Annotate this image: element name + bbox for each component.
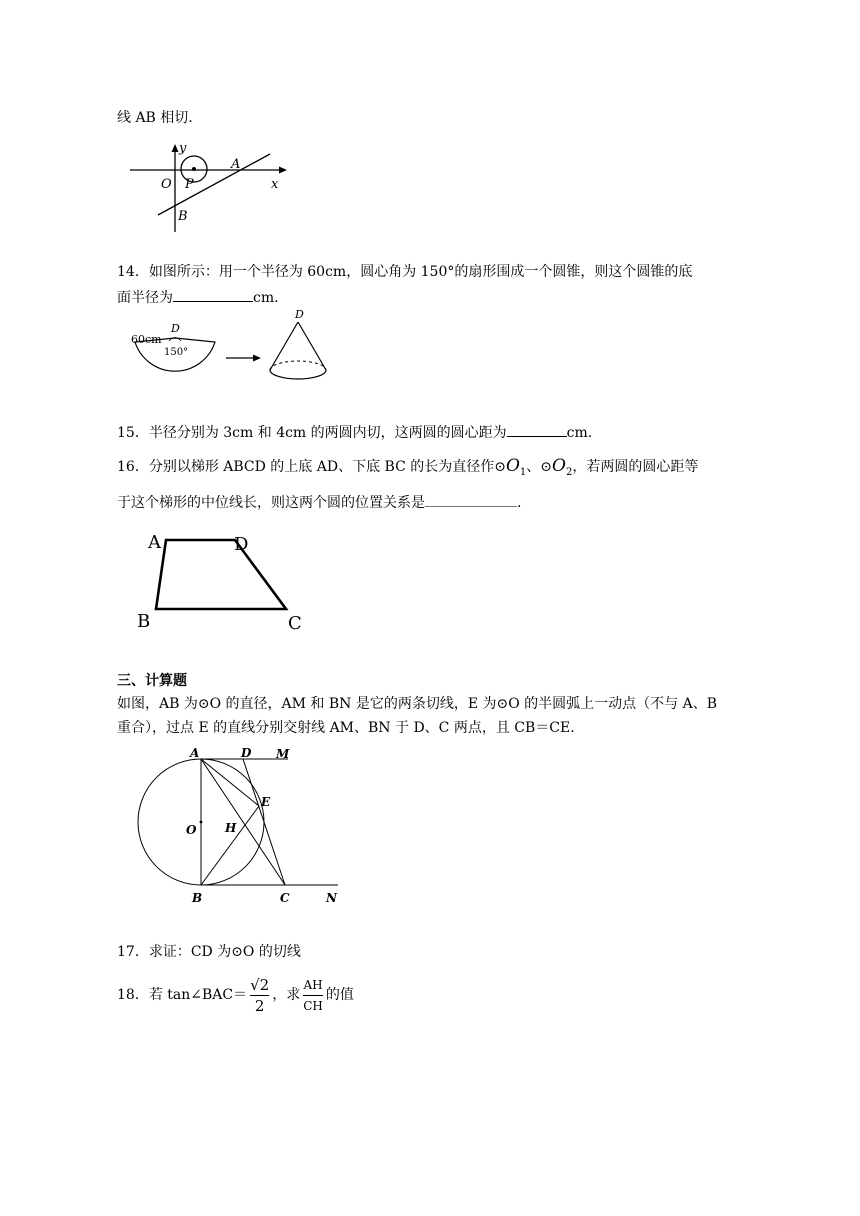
- q18-frac2-den: CH: [303, 998, 323, 1013]
- fig-label-n: N: [326, 891, 337, 905]
- label-b: B: [178, 209, 188, 224]
- trapezoid-shape: [156, 540, 286, 609]
- q16-sep: 、⊙: [526, 459, 553, 475]
- q18-frac1-den: 2: [254, 996, 265, 1015]
- q16-line2-post: .: [517, 495, 522, 511]
- q17-line: 17．求证：CD 为⊙O 的切线: [117, 944, 301, 960]
- y-axis-arrow: [172, 144, 179, 152]
- label-a: A: [231, 157, 241, 172]
- q14-line1: 14．如图所示：用一个半径为 60cm，圆心角为 150°的扇形围成一个圆锥，则这个圆锥的底: [117, 264, 693, 280]
- q15-answer-blank: [507, 422, 567, 437]
- fig-label-c: C: [280, 891, 290, 905]
- fig-label-m: M: [276, 747, 290, 761]
- label-x: x: [271, 177, 279, 192]
- sector-label-d: D: [171, 322, 180, 335]
- q15-post: cm.: [566, 425, 593, 441]
- q18-fraction-ah-ch: [303, 975, 323, 1016]
- section-3-heading: 三、计算题: [117, 673, 187, 689]
- fig-label-o: O: [186, 823, 197, 837]
- q16-line1-pre: 16．分别以梯形 ABCD 的上底 AD、下底 BC 的长为直径作⊙: [117, 459, 506, 475]
- q16-o1: O: [505, 456, 520, 476]
- q14-line2-post: cm.: [253, 290, 279, 306]
- trap-label-b: B: [137, 611, 151, 632]
- trapezoid-figure: [134, 528, 314, 634]
- label-p: P: [185, 177, 194, 192]
- cone-right-edge: [298, 322, 326, 370]
- center-p: [192, 167, 196, 171]
- q14-answer-blank: [173, 287, 253, 302]
- fig-label-e: E: [261, 795, 271, 809]
- q18-line: [117, 972, 354, 1018]
- q16-answer-blank: [425, 492, 517, 507]
- cone-base-front: [270, 370, 326, 379]
- section-3-line1: 如图，AB 为⊙O 的直径，AM 和 BN 是它的两条切线，E 为⊙O 的半圆弧上一动点（不与 A、B: [117, 696, 718, 712]
- x-axis-arrow: [279, 167, 287, 174]
- trap-label-d: D: [234, 534, 249, 555]
- cone-left-edge: [270, 322, 298, 370]
- line-ac: [201, 759, 285, 885]
- fig-label-a: A: [190, 746, 200, 760]
- q18-post: 的值: [325, 987, 354, 1003]
- q16-o1-sub: 1: [519, 466, 527, 478]
- circle-tangent-figure: [130, 744, 355, 909]
- sector-label-angle: 150°: [164, 347, 189, 358]
- cone-label-d: D: [295, 308, 304, 321]
- line-dc: [243, 759, 285, 885]
- q16-line1: [117, 456, 698, 483]
- label-y: y: [179, 141, 187, 156]
- q14-line2-pre: 面半径为: [117, 290, 173, 306]
- coordinate-figure: [125, 140, 295, 235]
- sector-cone-figure: [128, 308, 338, 388]
- intro-line: 线 AB 相切.: [117, 110, 193, 126]
- q16-line2-pre: 于这个梯形的中位线长，则这两个圆的位置关系是: [117, 495, 425, 511]
- q16-o2: O: [552, 456, 566, 476]
- transform-arrow-head: [253, 355, 261, 362]
- label-o: O: [161, 177, 172, 192]
- q15-pre: 15．半径分别为 3cm 和 4cm 的两圆内切，这两圆的圆心距为: [117, 425, 507, 441]
- trap-label-c: C: [288, 613, 302, 634]
- q18-frac1-num: √2: [250, 975, 270, 994]
- q18-mid: ，求: [272, 987, 301, 1003]
- q16-o2-sub: 2: [565, 466, 573, 478]
- section-3-line2: 重合），过点 E 的直线分别交射线 AM、BN 于 D、C 两点，且 CB＝CE.: [117, 720, 575, 736]
- q16-line2: [117, 492, 521, 513]
- q16-line1-post: ，若两圆的圆心距等: [572, 459, 699, 475]
- q14-line2: [117, 287, 279, 308]
- fig-label-b: B: [192, 891, 203, 905]
- fig-label-d: D: [241, 746, 252, 760]
- cone-base-back: [270, 361, 326, 370]
- fig-label-h: H: [225, 821, 237, 835]
- q18-frac2-num: AH: [303, 975, 323, 996]
- q18-pre: 18．若 tan∠BAC＝: [117, 987, 248, 1003]
- q18-fraction-sqrt2: [250, 975, 269, 1016]
- q15-line: [117, 422, 592, 443]
- trap-label-a: A: [148, 532, 161, 553]
- line-be: [201, 806, 259, 885]
- sector-label-radius: 60cm: [131, 333, 162, 346]
